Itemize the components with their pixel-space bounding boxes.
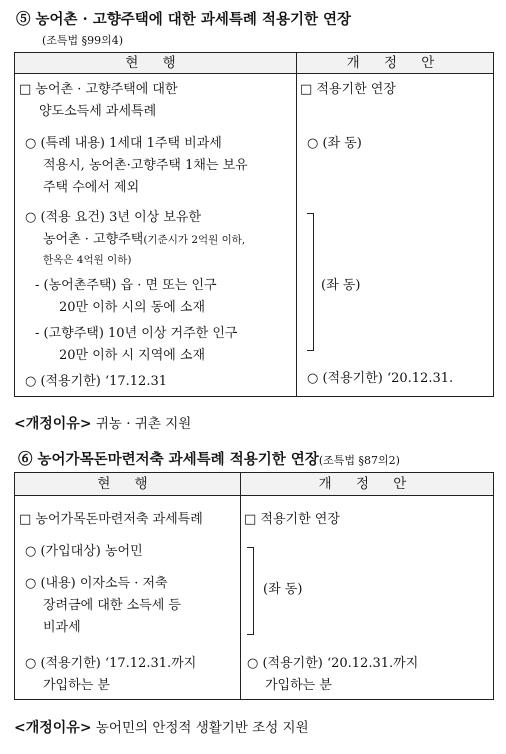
column-divider xyxy=(240,473,241,699)
header-revised: 개 정 안 xyxy=(318,476,417,492)
current-item-requirement-line2 xyxy=(43,229,245,251)
section6-law-reference: (조특법 §87의2) xyxy=(318,454,400,467)
requirement-note: (기준시가 2억원 이하, xyxy=(143,234,246,246)
current-item-content-line1: ○ (특례 내용) 1세대 1주택 비과세 xyxy=(25,136,222,151)
section6-title: ⑥ 농어가목돈마련저축 과세특례 적용기한 연장 xyxy=(18,451,319,468)
section5-table xyxy=(14,52,494,397)
current-item-eligibility: ○ (가입대상) 농어민 xyxy=(25,544,143,559)
revised-heading: □ 적용기한 연장 xyxy=(244,512,340,527)
reason-text: 농어민의 안정적 생활기반 조성 지원 xyxy=(95,720,309,736)
current-item-requirement-line1: ○ (적용 요건) 3년 이상 보유한 xyxy=(25,210,201,225)
current-heading-line1: □ 농어촌 · 고향주택에 대한 xyxy=(19,82,178,97)
current-item-content-line1: ○ (내용) 이자소득 · 저축 xyxy=(25,576,168,591)
current-item-content-line2: 적용시, 농어촌·고향주택 1채는 보유 xyxy=(43,158,248,173)
bracket xyxy=(247,547,254,635)
section6-table xyxy=(14,472,494,700)
bracket xyxy=(307,213,314,351)
revised-same-as-current: (좌 동) xyxy=(263,582,303,597)
current-item-content-line3: 주택 수에서 제외 xyxy=(43,180,140,195)
current-item-requirement-line3: 한옥은 4억원 이하) xyxy=(43,254,132,266)
requirement-text: 농어촌 · 고향주택 xyxy=(43,232,144,247)
column-divider xyxy=(296,53,297,396)
current-item-content-line3: 비과세 xyxy=(43,620,81,635)
section6-title-row xyxy=(18,448,400,469)
table-header-row xyxy=(15,53,493,74)
section6-reason xyxy=(14,716,309,737)
revised-heading: □ 적용기한 연장 xyxy=(300,82,396,97)
section5-title: ⑤ 농어촌 · 고향주택에 대한 과세특례 적용기한 연장 xyxy=(16,11,352,28)
current-sub-hometown-line2: 20만 이하 시 지역에 소재 xyxy=(59,348,206,363)
current-deadline-line1: ○ (적용기한) ‘17.12.31.까지 xyxy=(25,656,197,671)
revised-same-as-current-2: (좌 동) xyxy=(321,278,361,293)
revised-deadline-line2: 가입하는 분 xyxy=(265,678,332,693)
revised-deadline-line1: ○ (적용기한) ‘20.12.31.까지 xyxy=(247,656,419,671)
current-sub-rural-line2: 20만 이하 시의 동에 소재 xyxy=(59,300,206,315)
current-sub-rural-line1: - (농어촌주택) 읍 · 면 또는 인구 xyxy=(35,278,217,293)
current-sub-hometown-line1: - (고향주택) 10년 이상 거주한 인구 xyxy=(35,326,238,341)
reason-text: 귀농 · 귀촌 지원 xyxy=(95,416,192,432)
header-current: 현 행 xyxy=(125,55,186,71)
header-revised: 개 정 안 xyxy=(346,55,445,71)
current-item-content-line2: 장려금에 대한 소득세 등 xyxy=(43,598,181,613)
current-heading: □ 농어가목돈마련저축 과세특례 xyxy=(19,512,203,527)
table-header-row xyxy=(15,473,493,496)
current-heading-line2: 양도소득세 과세특례 xyxy=(39,104,157,119)
section5-reason xyxy=(14,412,191,433)
header-current: 현 행 xyxy=(97,476,158,492)
revised-same-as-current-1: ○ (좌 동) xyxy=(307,136,362,151)
current-deadline-line2: 가입하는 분 xyxy=(43,678,110,693)
section5-law-reference: (조특법 §99의4) xyxy=(42,34,124,47)
reason-label: <개정이유> xyxy=(14,720,92,736)
reason-label: <개정이유> xyxy=(14,416,92,432)
revised-deadline: ○ (적용기한) ‘20.12.31. xyxy=(307,371,454,386)
current-deadline: ○ (적용기한) ‘17.12.31 xyxy=(25,374,168,389)
